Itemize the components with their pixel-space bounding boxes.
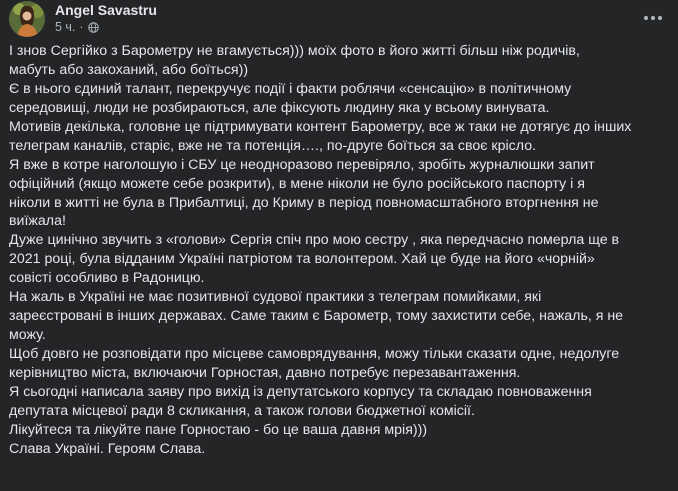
post-text-line: зареєстровані в інших державах. Саме таким є Барометр, тому захистити себе, нажаль, я не: [9, 308, 624, 325]
post-text-line: Лікуйтеся та лікуйте пане Горностаю - бо це ваша давня мрія))): [9, 421, 428, 438]
post-text-line: Я вже в котре наголошую і СБУ це неодноразово перевіряло, зробіть журналюшки запит: [9, 156, 595, 173]
post-text-line: можу.: [9, 327, 46, 344]
globe-icon: [88, 22, 99, 33]
post-text-line: керівництво міста, включаючи Горностая, давно потребує перезавантаження.: [9, 364, 521, 381]
post-header: [0, 0, 678, 40]
post-text-line: середовищі, люди не розбираються, але фіксують людину яка у всьому винувата.: [9, 99, 550, 116]
post-text-line: телеграм каналів, старіє, вже не та потенція…., по-друге боїться за своє крісло.: [9, 137, 537, 154]
post-text: [9, 42, 673, 459]
post-time[interactable]: 5 ч.: [55, 20, 76, 34]
post-text-line: Я сьогодні написала заяву про вихід із депутатського корпусу та складаю повноваження: [9, 383, 592, 400]
post-text-line: Щоб довго не розповідати про місцеве самоврядування, можу тільки сказати одне, недолуге: [9, 346, 620, 362]
post-text-line: І знов Сергійко з Барометру не вгамується))) моїх фото в його житті більш ніж родичів,: [9, 43, 580, 59]
post-text-line: Слава Україні. Героям Слава.: [9, 440, 206, 457]
more-horizontal-icon: [643, 8, 663, 26]
author-name[interactable]: Angel Savastru: [55, 2, 157, 18]
post-text-line: Дуже цинічно звучить з «голови» Сергія спіч про мою сестру , яка передчасно померла ще в: [9, 232, 620, 249]
post-text-line: офіційний (якщо можете себе розкрити), в мене ніколи не було російського паспорту і я: [9, 175, 585, 192]
post-text-line: На жаль в Україні не має позитивної судової практики з телеграм помийками, які: [9, 289, 542, 306]
avatar-photo: [9, 1, 45, 37]
post-text-line: совісті особливо в Радоницю.: [9, 270, 205, 287]
author-avatar[interactable]: [9, 1, 45, 37]
post-text-line: ніколи в житті не була в Прибалтиці, до Криму в період повномасштабного вторгнення не: [9, 194, 599, 211]
meta-separator: ·: [79, 20, 84, 34]
post-text-line: мабуть або закоханий, або боїться)): [9, 61, 249, 78]
more-options-button[interactable]: [636, 2, 670, 32]
post-text-line: Мотивів декілька, головне це підтримувати контент Барометру, все ж таки не дотягує до інших: [9, 118, 632, 135]
post-text-line: 2021 році, була відданим Україні патріотом та волонтером. Хай це буде на його «чорній»: [9, 251, 595, 268]
post-text-line: Є в нього єдиний талант, перекручує події і факти роблячи «сенсацію» в політичному: [9, 80, 572, 97]
post-text-line: виїжала!: [9, 213, 66, 230]
post-meta: [55, 20, 99, 34]
post-text-line: депутата місцевої ради 8 скликання, а також голови бюджетної комісії.: [9, 402, 475, 419]
